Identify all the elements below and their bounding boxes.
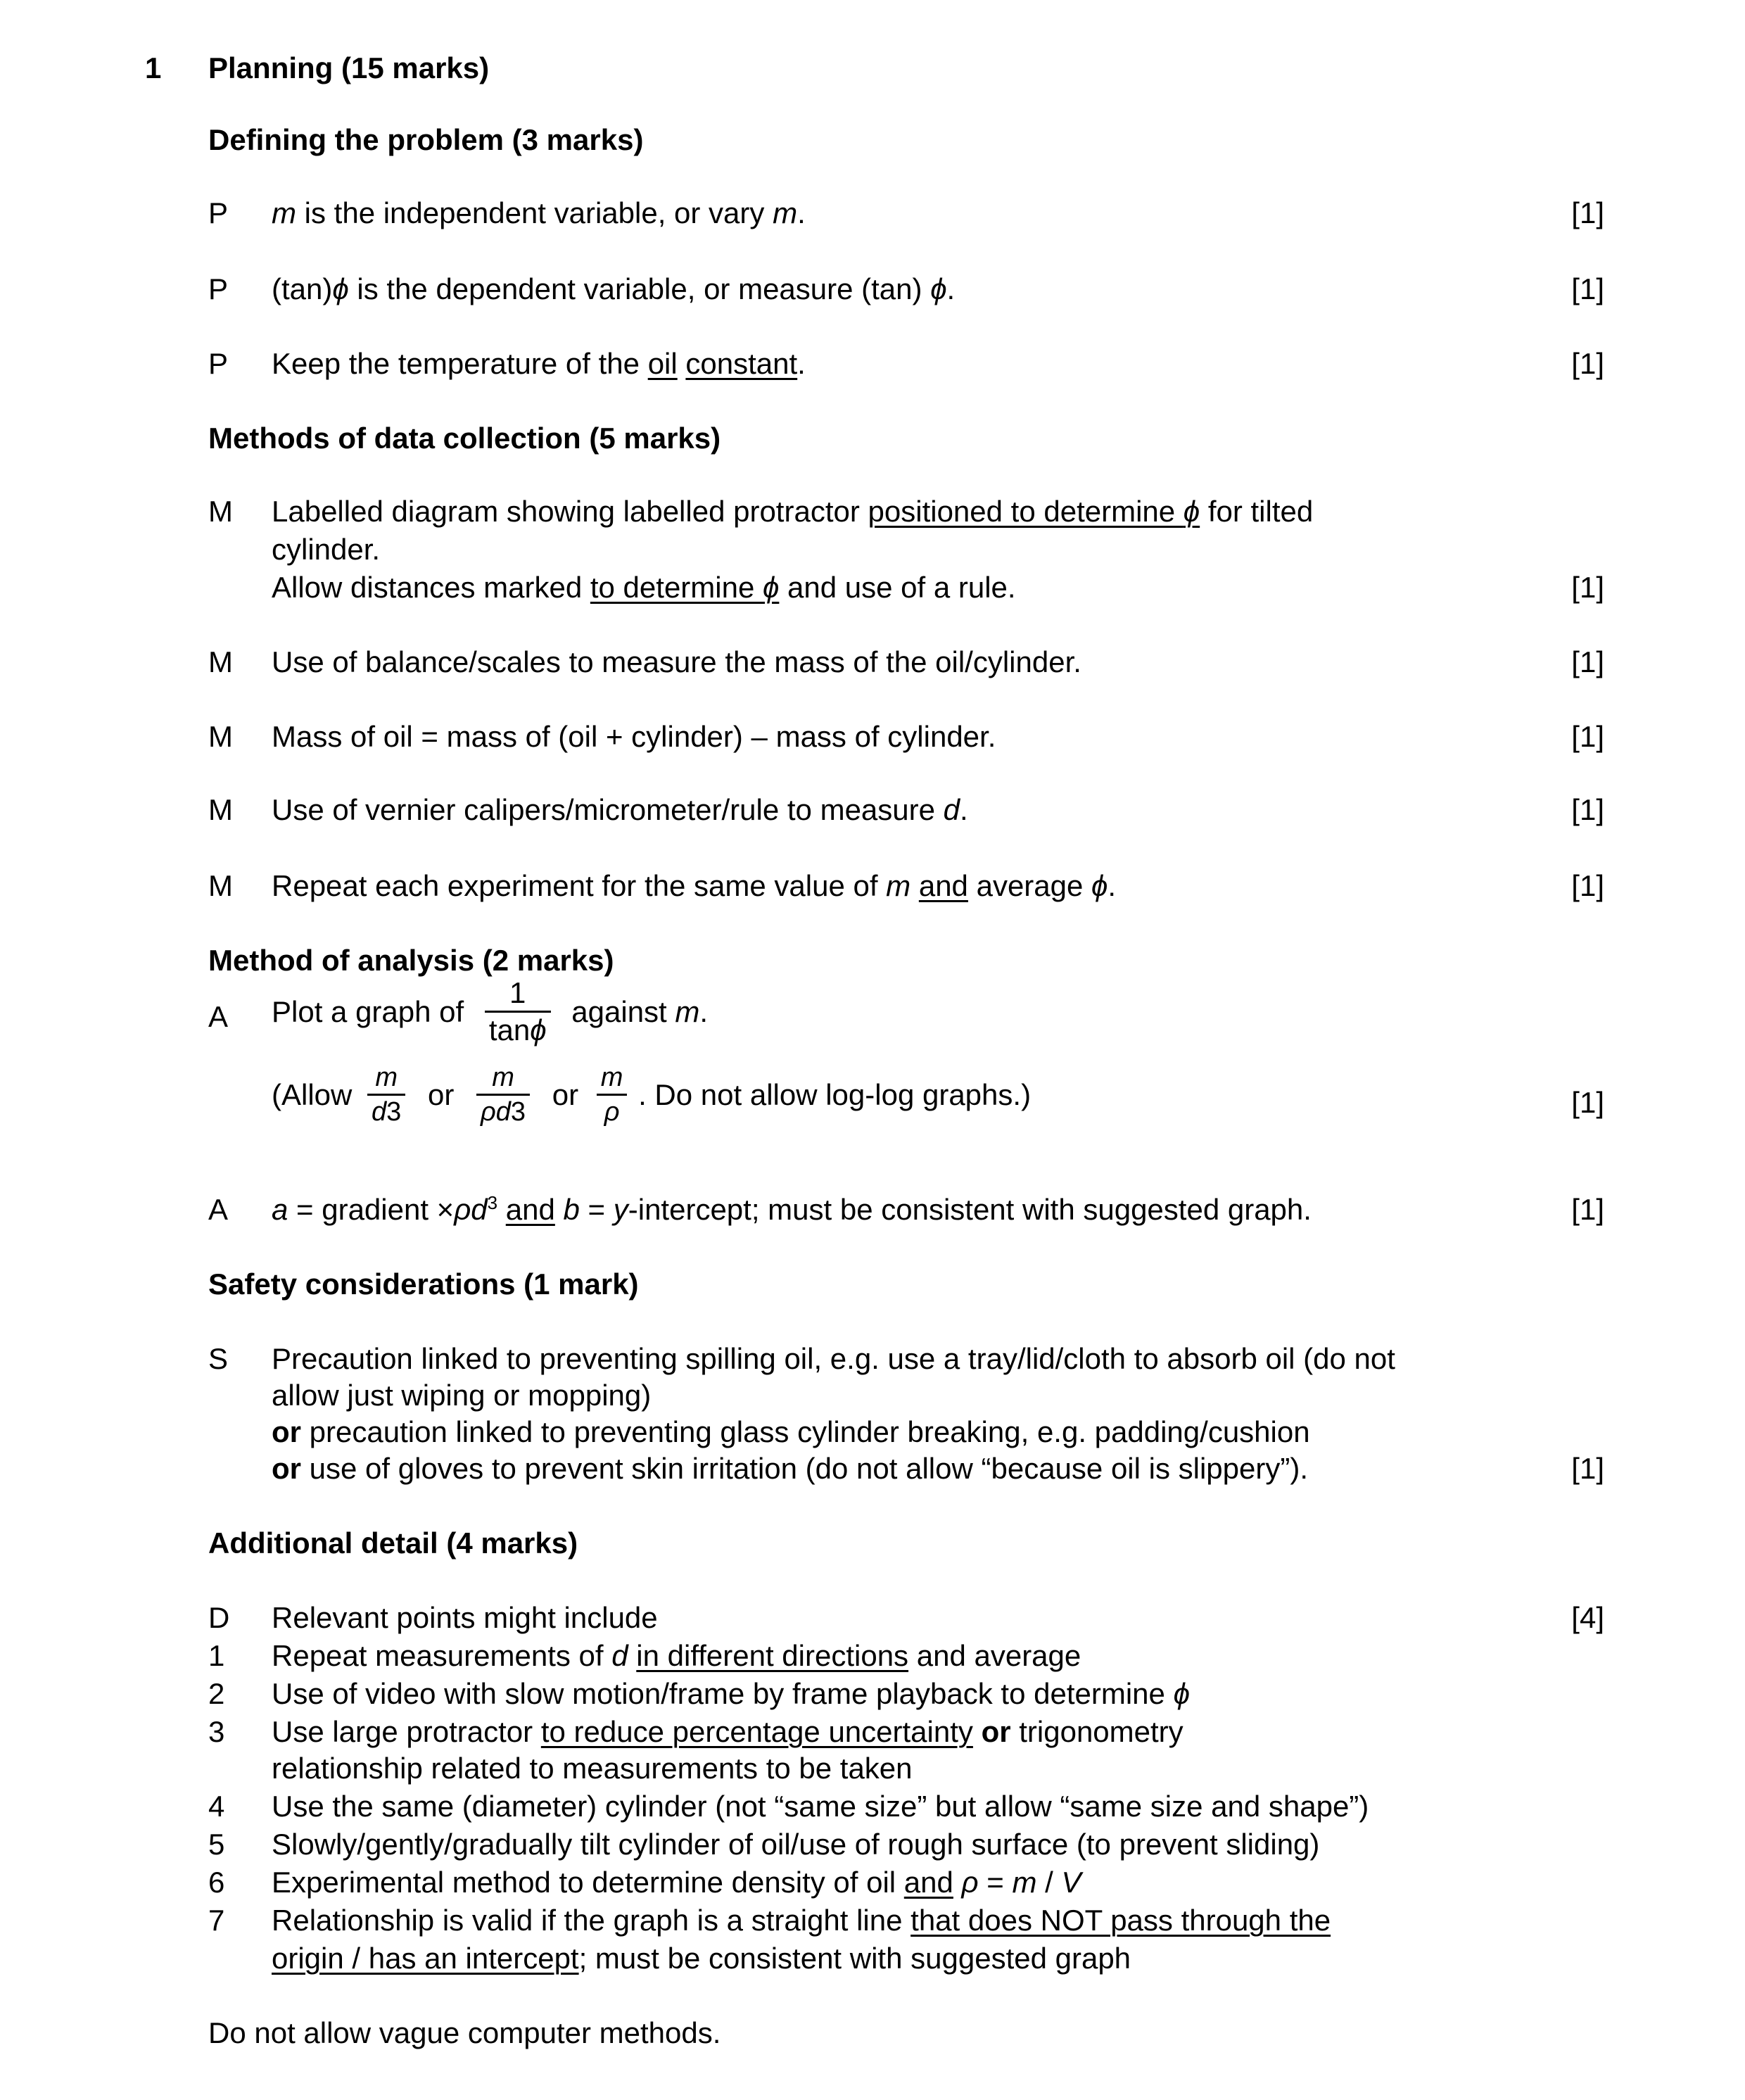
point-letter: S — [208, 1342, 229, 1375]
mark-value: [4] — [1571, 1601, 1604, 1634]
section-heading-additional: Additional detail (4 marks) — [208, 1526, 578, 1560]
detail-item-continued: relationship related to measurements to be taken — [272, 1752, 913, 1785]
mark-value: [1] — [1571, 571, 1604, 604]
section-heading-safety: Safety considerations (1 mark) — [208, 1267, 639, 1301]
point-text: Precaution linked to preventing spilling oil, e.g. use a tray/lid/cloth to absorb oil (do not — [272, 1342, 1395, 1375]
point-letter: M — [208, 869, 233, 902]
mark-value: [1] — [1571, 1193, 1604, 1226]
mark-value: [1] — [1571, 272, 1604, 305]
point-text: Mass of oil = mass of (oil + cylinder) – mass of cylinder. — [272, 720, 996, 753]
detail-item: Use large protractor to reduce percentage uncertainty or trigonometry — [272, 1715, 1184, 1748]
point-text: m is the independent variable, or vary m. — [272, 196, 806, 229]
detail-number: 6 — [208, 1866, 225, 1899]
point-text: Labelled diagram showing labelled protractor positioned to determine ϕ for tilted — [272, 495, 1314, 528]
detail-item: Experimental method to determine density of oil and ρ = m / V — [272, 1866, 1081, 1899]
point-text: Relevant points might include — [272, 1601, 658, 1634]
detail-item: Repeat measurements of d in different directions and average — [272, 1639, 1081, 1672]
mark-value: [1] — [1571, 196, 1604, 229]
point-text: a = gradient $\times\rho d^3$ and b = y-intercept; must be consistent with suggested graph. — [272, 1192, 1312, 1226]
point-text-continued: cylinder. — [272, 533, 381, 566]
point-text-continued: or use of gloves to prevent skin irritation (do not allow “because oil is slippery”). — [272, 1452, 1308, 1485]
fraction-m-over-rho: $\frac{m}{\rho}$ — [597, 1064, 628, 1125]
detail-number: 5 — [208, 1828, 225, 1861]
point-text: Repeat each experiment for the same value of m and average ϕ. — [272, 869, 1117, 902]
point-letter: D — [208, 1601, 230, 1634]
point-text-continued: or precaution linked to preventing glass cylinder breaking, e.g. padding/cushion — [272, 1415, 1310, 1448]
mark-value: [1] — [1571, 720, 1604, 753]
detail-number: 7 — [208, 1904, 225, 1937]
mark-value: [1] — [1571, 1452, 1604, 1485]
point-letter: M — [208, 495, 233, 528]
point-text-continued: Allow distances marked to determine ϕ and use of a rule. — [272, 571, 1016, 604]
section-heading-defining: Defining the problem (3 marks) — [208, 123, 644, 156]
fraction-m-over-rho-d3: $\frac{m}{\rho d3}$ — [476, 1064, 530, 1125]
detail-number: 3 — [208, 1715, 225, 1748]
point-text: Use of vernier calipers/micrometer/rule to measure d. — [272, 793, 968, 826]
question-title: Planning (15 marks) — [208, 51, 490, 84]
mark-value: [1] — [1571, 1086, 1604, 1119]
allow-alternatives: (Allow $\frac{m}{d3}$ or $\frac{m}{\rho d3}$ or $\frac{m}{\rho}$ . Do not allow log-log graphs.) — [272, 1063, 1032, 1127]
point-text: Use of balance/scales to measure the mass of the oil/cylinder. — [272, 645, 1081, 678]
mark-value: [1] — [1571, 793, 1604, 826]
point-letter: M — [208, 645, 233, 678]
detail-item: Slowly/gently/gradually tilt cylinder of oil/use of rough surface (to prevent sliding) — [272, 1828, 1320, 1861]
point-letter: P — [208, 347, 229, 380]
detail-item: Relationship is valid if the graph is a straight line that does NOT pass through the — [272, 1904, 1331, 1937]
mark-value: [1] — [1571, 869, 1604, 902]
fraction-m-over-d3: $\frac{m}{d3}$ — [367, 1064, 405, 1125]
point-letter: M — [208, 720, 233, 753]
mark-value: [1] — [1571, 645, 1604, 678]
point-letter: A — [208, 1193, 229, 1226]
point-letter: A — [208, 1000, 229, 1033]
detail-item: Use the same (diameter) cylinder (not “same size” but allow “same size and shape”) — [272, 1790, 1369, 1823]
point-text: Keep the temperature of the oil constant. — [272, 347, 806, 380]
point-text-continued: allow just wiping or mopping) — [272, 1379, 652, 1412]
footer-note: Do not allow vague computer methods. — [208, 2016, 721, 2049]
detail-number: 1 — [208, 1639, 225, 1672]
point-text: Plot a graph of $\frac{1}{\tan\phi}$ against m. — [272, 976, 709, 1046]
detail-item-continued: origin / has an intercept; must be consistent with suggested graph — [272, 1942, 1131, 1975]
detail-number: 4 — [208, 1790, 225, 1823]
point-letter: P — [208, 272, 229, 305]
detail-number: 2 — [208, 1677, 225, 1710]
point-letter: M — [208, 793, 233, 826]
fraction-one-over-tan-phi: $\frac{1}{\tan\phi}$ — [485, 978, 551, 1045]
detail-item: Use of video with slow motion/frame by frame playback to determine ϕ — [272, 1677, 1190, 1710]
question-number: 1 — [145, 51, 162, 84]
point-text: (tan)ϕ is the dependent variable, or measure (tan) ϕ. — [272, 272, 956, 305]
mark-value: [1] — [1571, 347, 1604, 380]
section-heading-analysis: Method of analysis (2 marks) — [208, 944, 614, 977]
section-heading-methods: Methods of data collection (5 marks) — [208, 422, 721, 455]
point-letter: P — [208, 196, 229, 229]
